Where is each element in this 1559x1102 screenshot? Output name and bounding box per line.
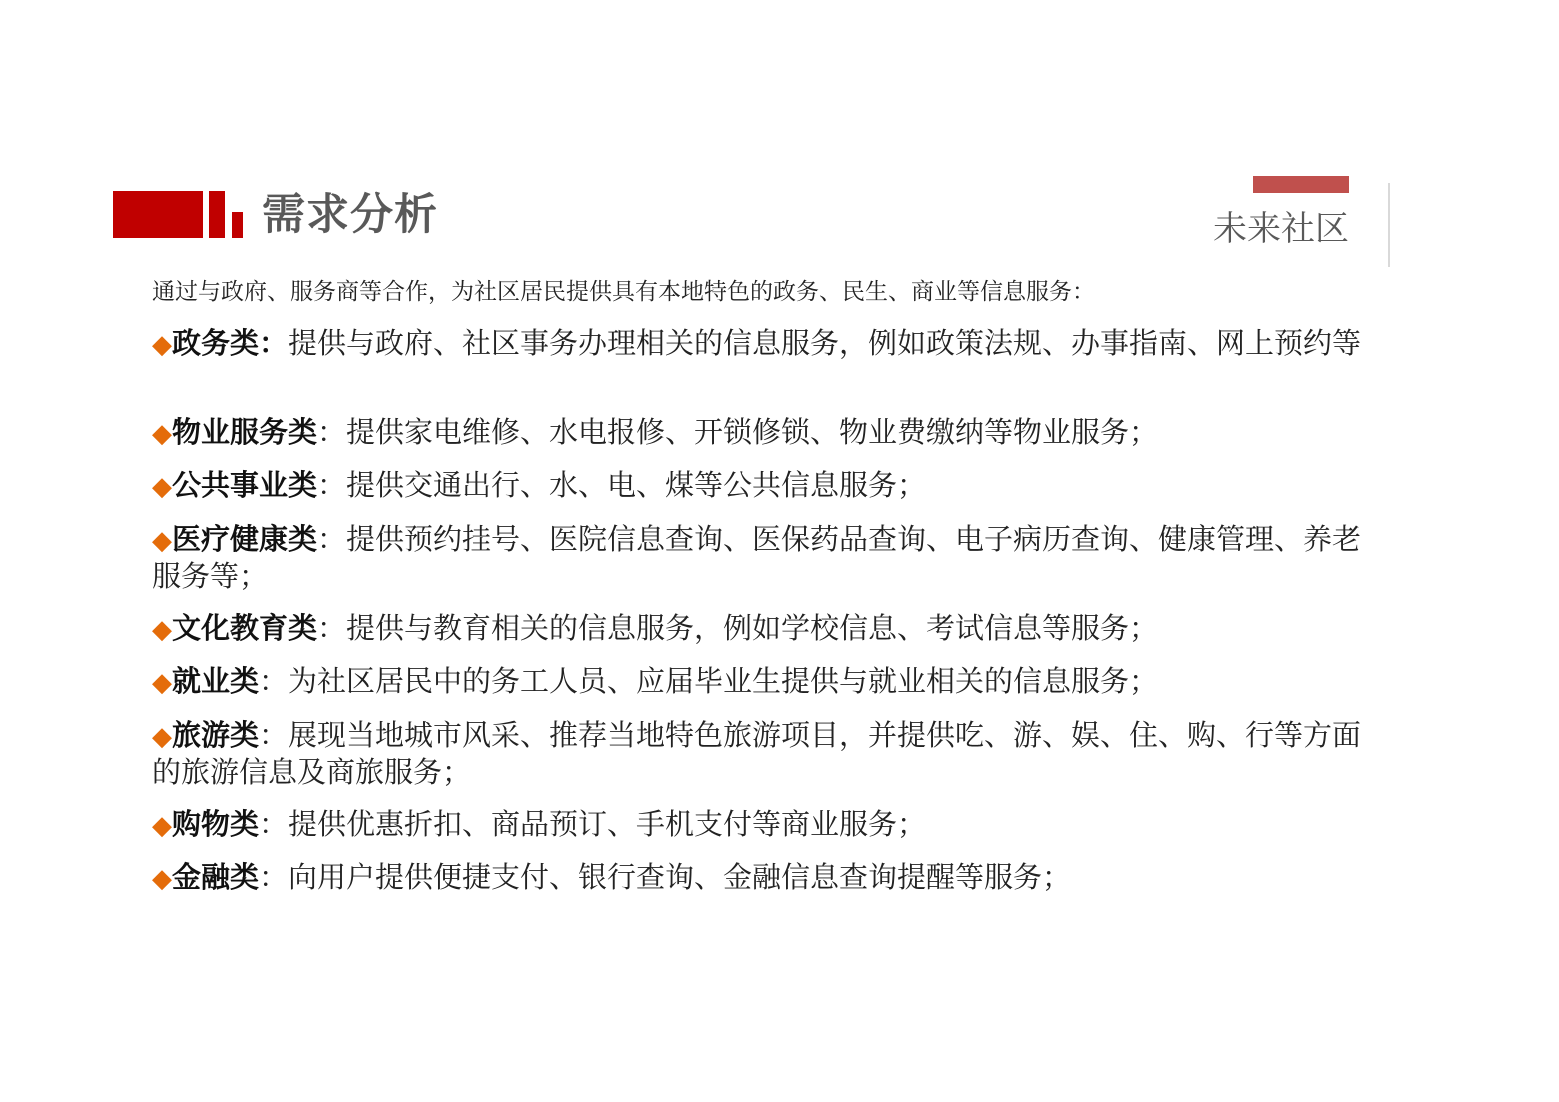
diamond-bullet-icon: ◆ <box>152 472 172 502</box>
page-title: 需求分析 <box>262 190 438 240</box>
list-item-education <box>152 611 1372 648</box>
list-item-finance <box>152 860 1372 897</box>
item-text: ：向用户提供便捷支付、银行查询、金融信息查询提醒等服务； <box>259 860 1072 894</box>
diamond-bullet-icon: ◆ <box>152 526 172 556</box>
item-text: ：提供优惠折扣、商品预订、手机支付等商业服务； <box>259 807 927 841</box>
brand-accent-bar <box>1253 176 1349 193</box>
brand-divider <box>1388 183 1390 267</box>
list-item-public-utility <box>152 468 1372 505</box>
diamond-bullet-icon: ◆ <box>152 330 172 360</box>
item-label: 文化教育类 <box>172 611 318 645</box>
item-label: 旅游类 <box>172 718 260 752</box>
list-item-employment <box>152 664 1372 701</box>
list-item-tourism <box>152 718 1372 790</box>
list-item-government <box>152 326 1372 363</box>
title-bar-mid <box>209 191 225 238</box>
item-label: 金融类 <box>172 860 260 894</box>
item-text: 提供与政府、社区事务办理相关的信息服务，例如政策法规、办事指南、网上预约等 <box>288 326 1362 360</box>
item-text: ：提供与教育相关的信息服务，例如学校信息、考试信息等服务； <box>317 611 1159 645</box>
diamond-bullet-icon: ◆ <box>152 864 172 894</box>
item-label: 医疗健康类 <box>172 522 318 556</box>
list-item-shopping <box>152 807 1372 844</box>
item-label: 公共事业类 <box>172 468 318 502</box>
item-text: ：提供家电维修、水电报修、开锁修锁、物业费缴纳等物业服务； <box>317 415 1159 449</box>
item-text: ：提供预约挂号、医院信息查询、医保药品查询、电子病历查询、健康管理、养老服务等； <box>152 522 1362 593</box>
item-text: ：为社区居民中的务工人员、应届毕业生提供与就业相关的信息服务； <box>259 664 1159 698</box>
item-text: ：提供交通出行、水、电、煤等公共信息服务； <box>317 468 927 502</box>
diamond-bullet-icon: ◆ <box>152 419 172 449</box>
diamond-bullet-icon: ◆ <box>152 722 172 752</box>
item-text: ：展现当地城市风采、推荐当地特色旅游项目，并提供吃、游、娱、住、购、行等方面的旅游信息及商旅服务； <box>152 718 1362 789</box>
diamond-bullet-icon: ◆ <box>152 615 172 645</box>
item-label: 就业类 <box>172 664 260 698</box>
item-label: 物业服务类 <box>172 415 318 449</box>
item-label: 购物类 <box>172 807 260 841</box>
diamond-bullet-icon: ◆ <box>152 811 172 841</box>
list-item-healthcare <box>152 522 1372 594</box>
intro-text: 通过与政府、服务商等合作，为社区居民提供具有本地特色的政务、民生、商业等信息服务： <box>152 279 1095 305</box>
list-item-property <box>152 415 1372 452</box>
diamond-bullet-icon: ◆ <box>152 668 172 698</box>
title-bar-long <box>113 191 203 238</box>
brand-name: 未来社区 <box>1213 209 1349 249</box>
item-label: 政务类： <box>172 326 289 360</box>
title-bar-short <box>232 212 243 238</box>
